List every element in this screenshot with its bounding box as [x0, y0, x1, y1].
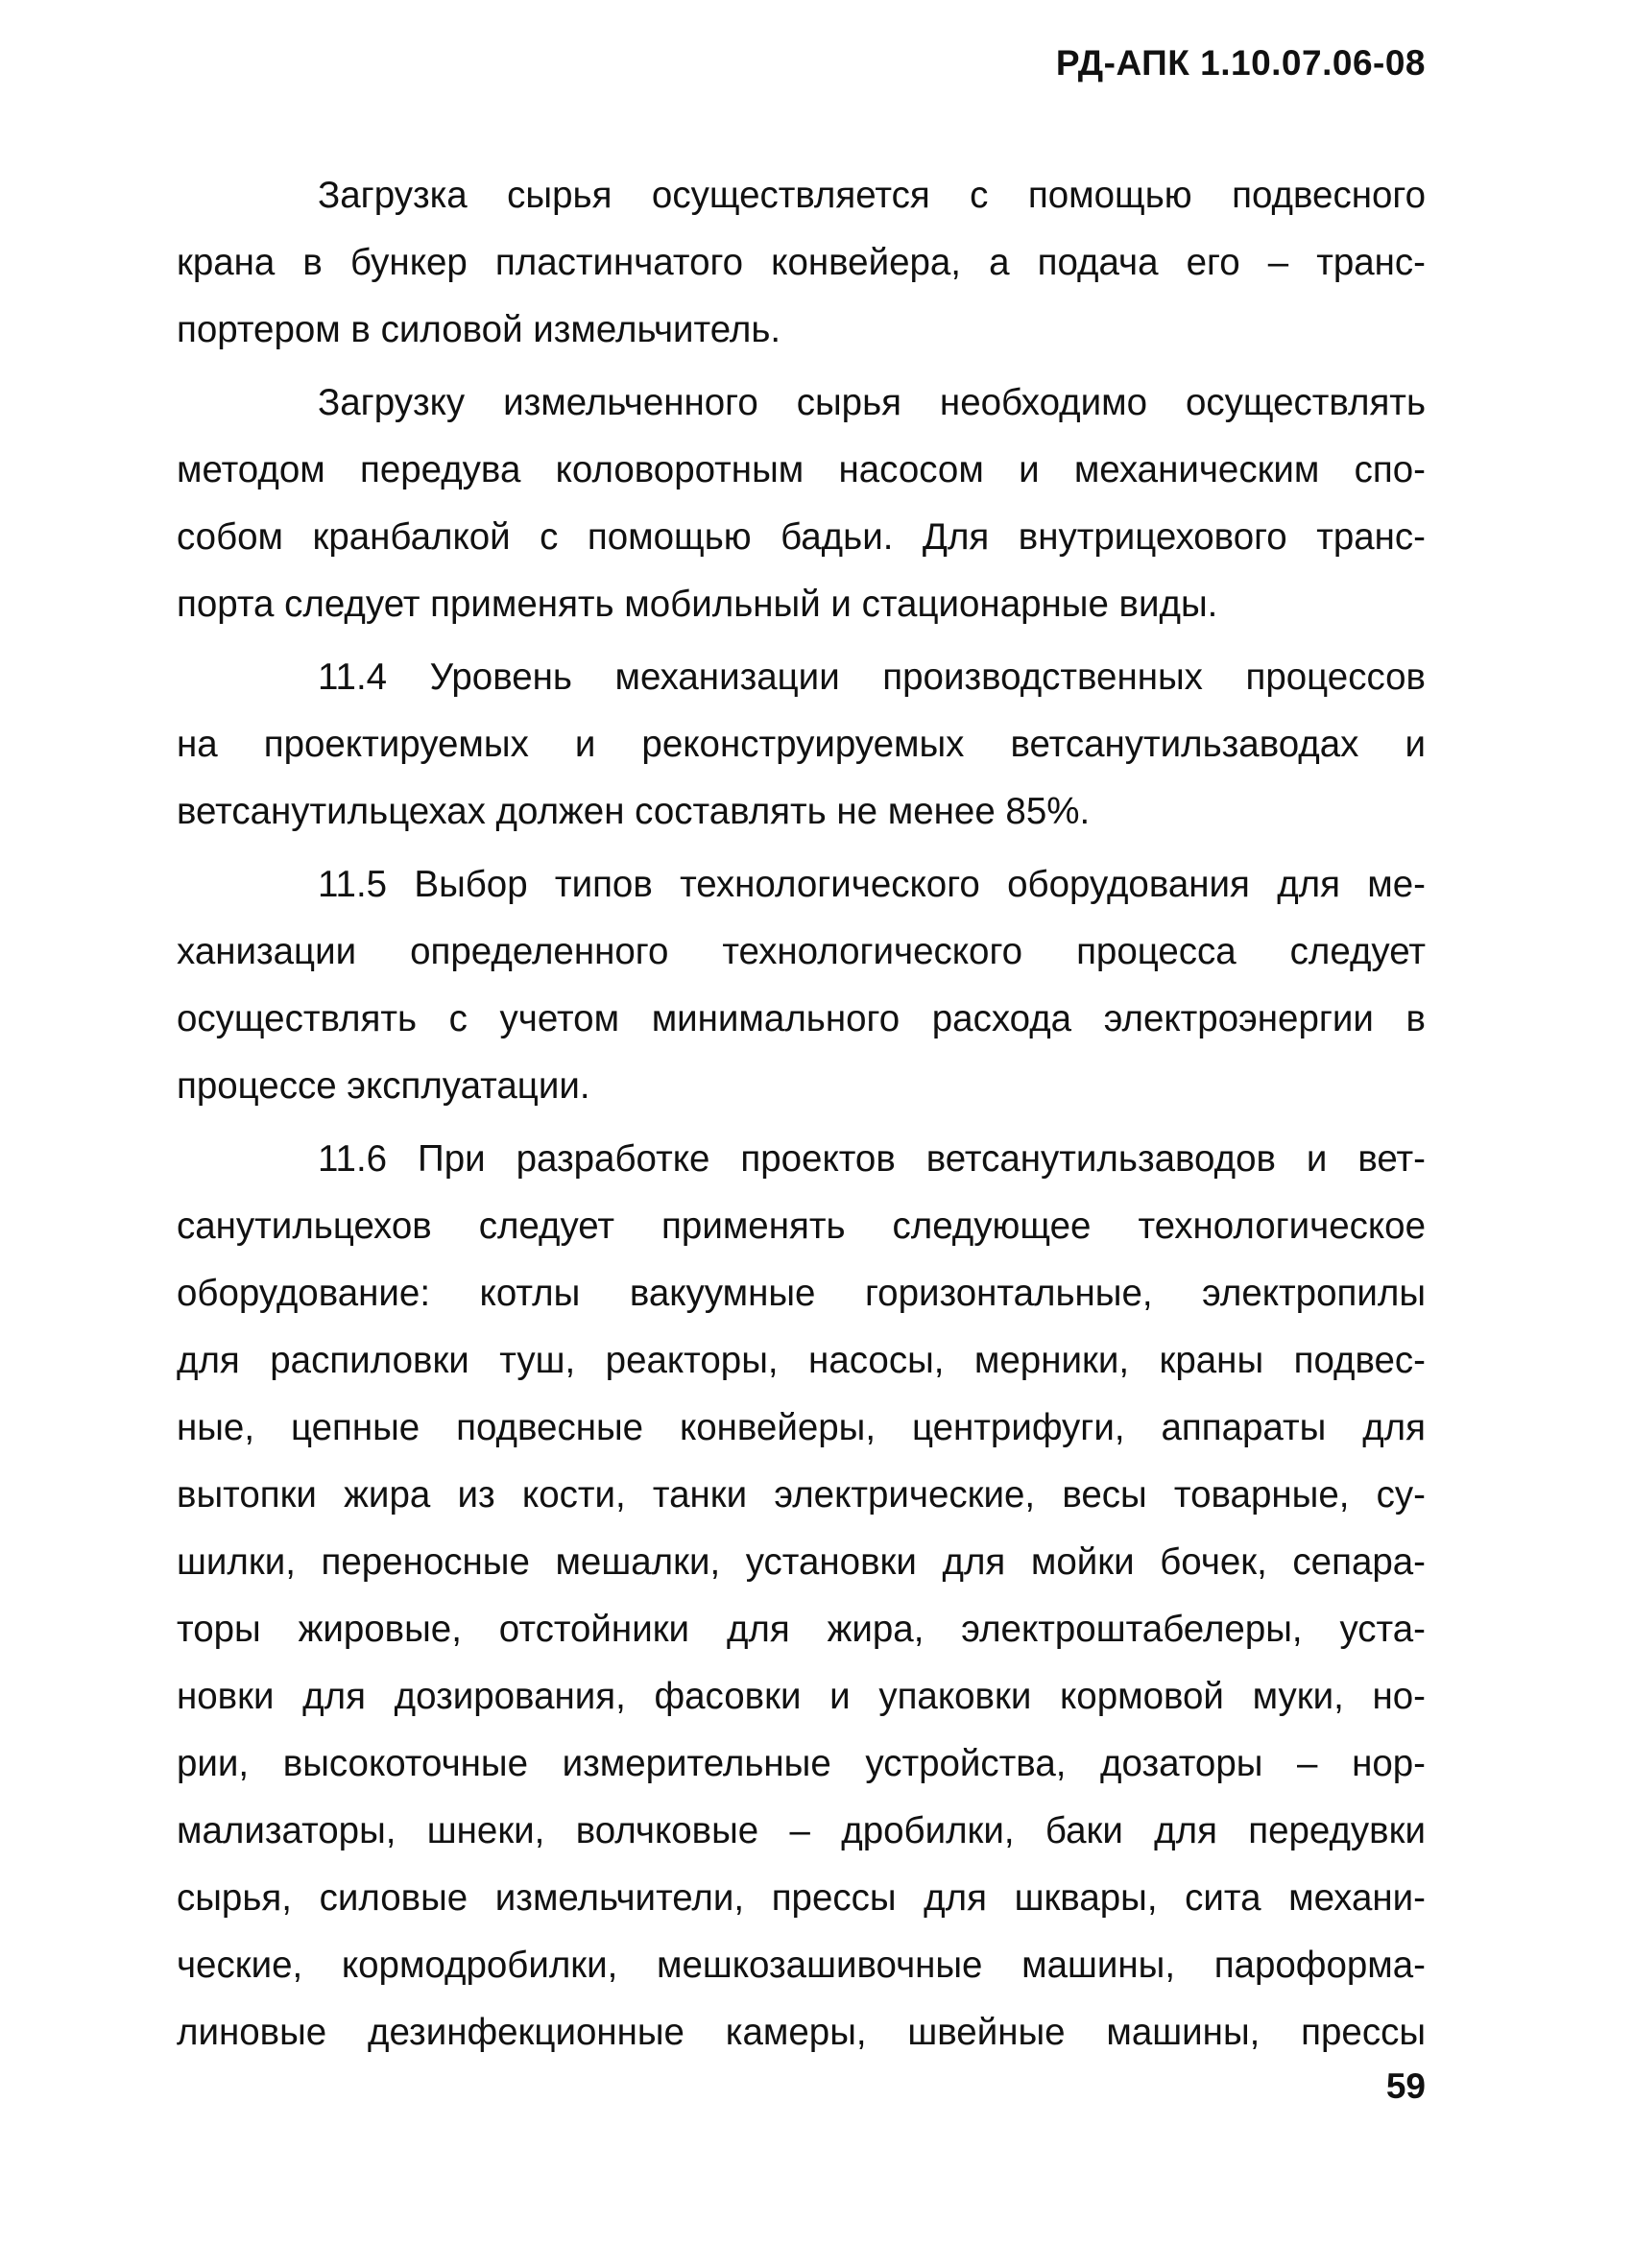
page-number: 59	[1385, 2066, 1426, 2106]
text-line: методом передува коловоротным насосом и механическим спо-	[177, 449, 1426, 490]
text-line: 11.6 При разработке проектов ветсанутильзаводов и вет-	[318, 1138, 1426, 1180]
text-line: для распиловки туш, реакторы, насосы, мерники, краны подвес-	[177, 1340, 1426, 1381]
text-line: на проектируемых и реконструируемых ветсанутильзаводах и	[177, 724, 1426, 765]
text-line: порта следует применять мобильный и стационарные виды.	[177, 584, 1218, 625]
text-line: собом кранбалкой с помощью бадьи. Для внутрицехового транс-	[177, 516, 1426, 558]
text-line: портером в силовой измельчитель.	[177, 309, 781, 350]
paragraph	[177, 644, 1426, 846]
text-line: новки для дозирования, фасовки и упаковки кормовой муки, но-	[177, 1676, 1426, 1717]
text-line: осуществлять с учетом минимального расхода электроэнергии в	[177, 998, 1426, 1039]
text-line: шилки, переносные мешалки, установки для мойки бочек, сепара-	[177, 1541, 1426, 1583]
text-line: санутильцехов следует применять следующее технологическое	[177, 1206, 1426, 1247]
paragraph	[177, 162, 1426, 364]
text-line: ные, цепные подвесные конвейеры, центрифуги, аппараты для	[177, 1407, 1426, 1448]
text-line: процессе эксплуатации.	[177, 1065, 590, 1107]
document-code-header: РД-АПК 1.10.07.06-08	[1055, 43, 1426, 83]
text-line: мализаторы, шнеки, волчковые – дробилки, баки для передувки	[177, 1810, 1426, 1851]
text-line: оборудование: котлы вакуумные горизонтальные, электропилы	[177, 1273, 1426, 1314]
text-line: Загрузка сырья осуществляется с помощью подвесного	[318, 175, 1426, 216]
text-line: 11.4 Уровень механизации производственных процессов	[318, 657, 1426, 698]
paragraph	[177, 851, 1426, 1120]
text-line: ветсанутильцехах должен составлять не менее 85%.	[177, 791, 1091, 832]
paragraph	[177, 1126, 1426, 2066]
text-line: ханизации определенного технологического процесса следует	[177, 931, 1426, 972]
text-line: 11.5 Выбор типов технологического оборудования для ме-	[318, 864, 1426, 905]
text-line: рии, высокоточные измерительные устройства, дозаторы – нор-	[177, 1743, 1426, 1784]
document-body	[177, 162, 1426, 2066]
text-line: Загрузку измельченного сырья необходимо осуществлять	[318, 382, 1426, 423]
paragraph	[177, 370, 1426, 638]
text-line: торы жировые, отстойники для жира, электроштабелеры, уста-	[177, 1609, 1426, 1650]
text-line: вытопки жира из кости, танки электрические, весы товарные, су-	[177, 1474, 1426, 1516]
text-line: линовые дезинфекционные камеры, швейные машины, прессы	[177, 2012, 1426, 2053]
text-line: ческие, кормодробилки, мешкозашивочные машины, пароформа-	[177, 1945, 1426, 1986]
text-line: крана в бункер пластинчатого конвейера, а подача его – транс-	[177, 242, 1426, 283]
text-line: сырья, силовые измельчители, прессы для шквары, сита механи-	[177, 1877, 1426, 1919]
